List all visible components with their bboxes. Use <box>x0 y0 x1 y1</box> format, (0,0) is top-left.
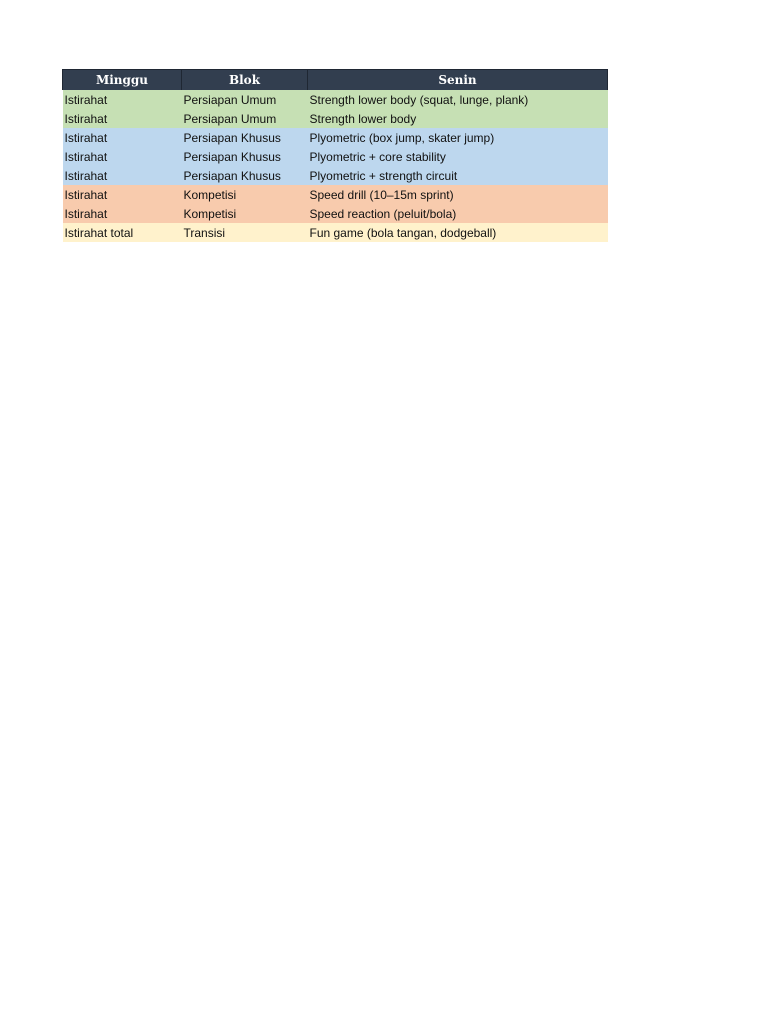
table-row <box>63 109 608 128</box>
cell-blok[interactable]: Kompetisi <box>182 185 308 204</box>
cell-minggu[interactable]: Istirahat <box>63 147 182 166</box>
cell-senin[interactable]: Speed drill (10–15m sprint) <box>308 185 608 204</box>
header-senin: Senin <box>308 70 608 91</box>
cell-senin[interactable]: Speed reaction (peluit/bola) <box>308 204 608 223</box>
cell-minggu[interactable]: Istirahat <box>63 109 182 128</box>
cell-blok[interactable]: Kompetisi <box>182 204 308 223</box>
table-row <box>63 147 608 166</box>
cell-minggu[interactable]: Istirahat <box>63 166 182 185</box>
cell-senin[interactable]: Plyometric + core stability <box>308 147 608 166</box>
table-row <box>63 128 608 147</box>
cell-minggu[interactable]: Istirahat <box>63 204 182 223</box>
training-plan-table <box>62 69 608 242</box>
header-blok: Blok <box>182 70 308 91</box>
spreadsheet-page <box>62 69 607 242</box>
cell-minggu[interactable]: Istirahat <box>63 185 182 204</box>
cell-minggu[interactable]: Istirahat <box>63 90 182 109</box>
cell-blok[interactable]: Persiapan Umum <box>182 90 308 109</box>
table-row <box>63 204 608 223</box>
cell-senin[interactable]: Plyometric (box jump, skater jump) <box>308 128 608 147</box>
table-row <box>63 185 608 204</box>
table-row <box>63 166 608 185</box>
header-minggu: Minggu <box>63 70 182 91</box>
cell-minggu[interactable]: Istirahat total <box>63 223 182 242</box>
cell-blok[interactable]: Persiapan Khusus <box>182 166 308 185</box>
cell-blok[interactable]: Persiapan Khusus <box>182 147 308 166</box>
cell-blok[interactable]: Transisi <box>182 223 308 242</box>
cell-senin[interactable]: Fun game (bola tangan, dodgeball) <box>308 223 608 242</box>
table-row <box>63 90 608 109</box>
table-row <box>63 223 608 242</box>
cell-minggu[interactable]: Istirahat <box>63 128 182 147</box>
cell-senin[interactable]: Strength lower body (squat, lunge, plank) <box>308 90 608 109</box>
table-header-row <box>63 70 608 91</box>
cell-blok[interactable]: Persiapan Umum <box>182 109 308 128</box>
cell-blok[interactable]: Persiapan Khusus <box>182 128 308 147</box>
cell-senin[interactable]: Plyometric + strength circuit <box>308 166 608 185</box>
cell-senin[interactable]: Strength lower body <box>308 109 608 128</box>
